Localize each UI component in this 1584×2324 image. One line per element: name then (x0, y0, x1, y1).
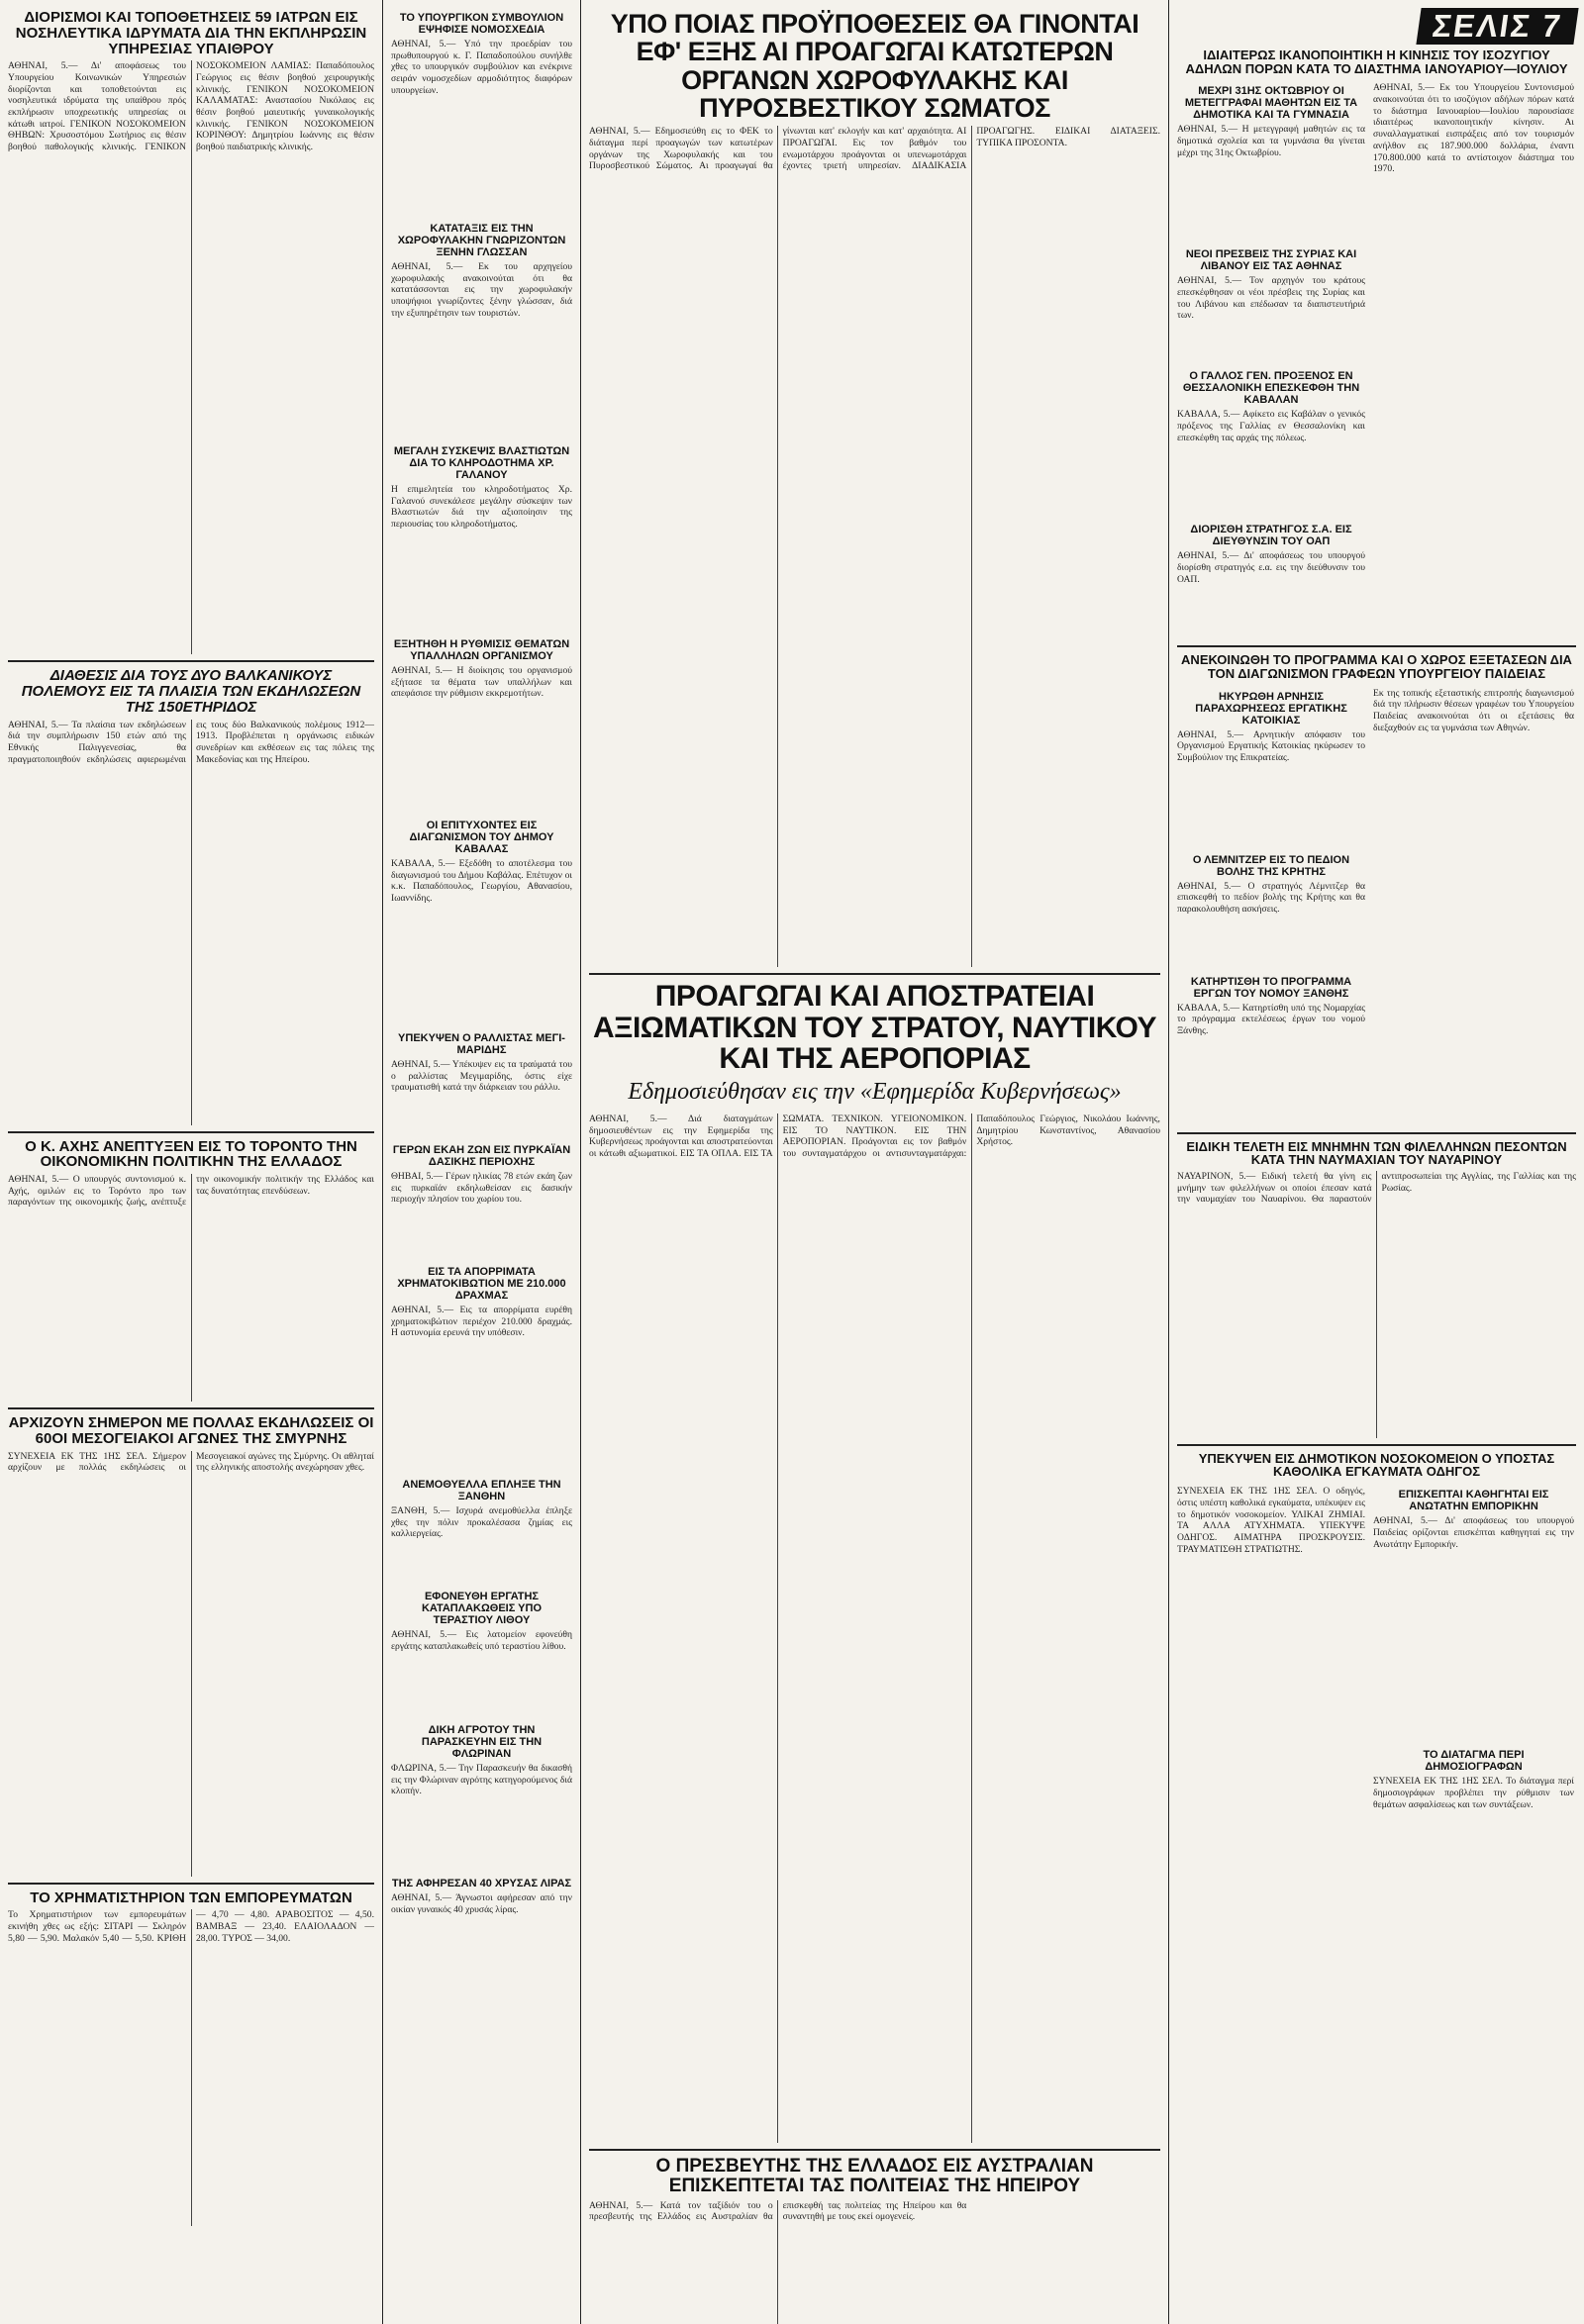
headline-rally-driver: ΥΠΕΚΥΨΕΝ Ο ΡΑΛΛΙΣΤΑΣ ΜΕΓΙ-ΜΑΡΙΔΗΣ (398, 1032, 565, 1056)
article-worker-killed: ΑΘΗΝΑΙ, 5.— Εις λατομείον εφονεύθη εργάτης καταπλακωθείς υπό τεραστίου λίθου. (391, 1629, 572, 1652)
headline-french-consul: Ο ΓΑΛΛΟΣ ΓΕΝ. ΠΡΟΞΕΝΟΣ ΕΝ ΘΕΣΣΑΛΟΝΙΚΗ ΕΠΕΣΚΕΦΘΗ ΤΗΝ ΚΑΒΑΛΑΝ (1182, 370, 1360, 407)
divider (1177, 645, 1576, 647)
headline-gold-pounds: ΤΗΣ ΑΦΗΡΕΣΑΝ 40 ΧΡΥΣΑΣ ΛΙΡΑΣ (391, 1878, 572, 1889)
divider (8, 1883, 374, 1885)
article-galanos: Η επιμελητεία του κληροδοτήματος Χρ. Γαλανού συνεκάλεσε μεγάλην σύσκεψιν των Βλαστιωτών διά την αξιοποίησιν της περιουσίας του κληροδοτήματος. (391, 484, 572, 531)
article-xanthi-projects: ΚΑΒΑΛΑ, 5.— Κατηρτίσθη υπό της Νομαρχίας το πρόγραμμα εκτελέσεως έργων του νομού Ξάνθης. (1177, 1002, 1365, 1036)
article-doctors: ΑΘΗΝΑΙ, 5.— Δι' αποφάσεως του Υπουργείου Κοινωνικών Υπηρεσιών διορίζονται και τοποθετούνται εις νοσηλευτικά ιδρύματα της υπαίθρου πρός εκπλήρωσιν υποχρεωτικής υπηρεσίας οι κάτωθι ιατροί. ΓΕΝΙΚΟΝ ΝΟΣΟΚΟΜΕΙΟΝ ΘΗΒΩΝ: Χρυσοστόμου Σωτήριος εις θέσιν βοηθού παθολογικής κλινικής. ΓΕΝΙΚΟΝ ΝΟΣΟΚΟΜΕΙΟΝ ΛΑΜΙΑΣ: Παπαδόπουλος Γεώργιος εις θέσιν βοηθού χειρουργικής κλινικής. ΓΕΝΙΚΟΝ ΝΟΣΟΚΟΜΕΙΟΝ ΚΑΛΑΜΑΤΑΣ: Αναστασίου Νικόλαος εις θέσιν βοηθού μαιευτικής γυναικολογικής κλινικής. ΓΕΝΙΚΟΝ ΝΟΣΟΚΟΜΕΙΟΝ ΚΟΡΙΝΘΟΥ: Δημητρίου Ιωάννης εις θέσιν βοηθού παιδιατρικής κλινικής. (8, 60, 374, 153)
center-column (581, 0, 1168, 2324)
headline-galanos: ΜΕΓΑΛΗ ΣΥΣΚΕΨΙΣ ΒΛΑΣΤΙΩΤΩΝ ΔΙΑ ΤΟ ΚΛΗΡΟΔΟΤΗΜΑ ΧΡ. ΓΑΛΑΝΟΥ (393, 445, 570, 481)
article-storm-xanthi: ΞΑΝΘΗ, 5.— Ισχυρά ανεμοθύελλα έπληξε χθες την πόλιν προκαλέσασα ζημίας εις καλλιεργείας. (391, 1505, 572, 1540)
article-balkan-wars: ΑΘΗΝΑΙ, 5.— Τα πλαίσια των εκδηλώσεων διά την συμπλήρωσιν 150 ετών από της Εθνικής Παλιγγενεσίας, θα πραγματοποιηθούν εκδηλώσεις αφιερωμέναι εις τους δύο Βαλκανικούς πολέμους 1912—1913. Προβλέπεται η οργάνωσις ειδικών συνεδρίων και εκθέσεων εις τας πόλεις της Μακεδονίας και της Ηπείρου. (8, 719, 374, 765)
article-invisible-balance: ΑΘΗΝΑΙ, 5.— Εκ του Υπουργείου Συντονισμού ανακοινούται ότι το ισοζύγιον αδήλων πόρων κατά το διάστημα Ιανουαρίου—Ιουλίου παρουσίασε ιδιαιτέρως ικανοποιητικήν κίνησιν. Αι συναλλαγματικαί εισπράξεις από τον τουρισμόν ανήλθον εις 187.900.000 δολλάρια, έναντι 170.800.000 κατά το αντίστοιχον διάστημα του 1970. (1373, 82, 1574, 175)
headline-forest-fire: ΓΕΡΩΝ ΕΚΑΗ ΖΩΝ ΕΙΣ ΠΥΡΚΑΪΑΝ ΔΑΣΙΚΗΣ ΠΕΡΙΟΧΗΣ (392, 1144, 571, 1168)
divider (8, 1407, 374, 1409)
article-rally-driver: ΑΘΗΝΑΙ, 5.— Υπέκυψεν εις τα τραύματά του ο ραλλίστας Μεγιμαρίδης, όστις είχε τραυματισθή κατά την διάρκειαν του ράλλυ. (391, 1059, 572, 1094)
headline-transfers: ΜΕΧΡΙ 31ΗΣ ΟΚΤΩΒΡΙΟΥ ΟΙ ΜΕΤΕΓΓΡΑΦΑΙ ΜΑΘΗΤΩΝ ΕΙΣ ΤΑ ΔΗΜΟΤΙΚΑ ΚΑΙ ΤΑ ΓΥΜΝΑΣΙΑ (1184, 85, 1358, 122)
article-forest-fire: ΘΗΒΑΙ, 5.— Γέρων ηλικίας 78 ετών εκάη ζων εις πυρκαϊάν εκδηλωθείσαν εις δασικήν περιοχήν πλησίον του χωρίου του. (391, 1171, 572, 1206)
subheadline-military-promotions: Εδημοσιεύθησαν εις την «Εφημερίδα Κυβερνήσεως» (628, 1078, 1122, 1105)
article-ambassador-australia: ΑΘΗΝΑΙ, 5.— Κατά τον ταξίδιόν του ο πρεσβευτής της Ελλάδος εις Αυστραλίαν θα επισκεφθή τας πολιτείας της Ηπείρου και θα συναντηθή με τους εκεί ομογενείς. (589, 2199, 967, 2223)
headline-florina-trial: ΔΙΚΗ ΑΓΡΟΤΟΥ ΤΗΝ ΠΑΡΑΣΚΕΥΗΝ ΕΙΣ ΤΗΝ ΦΛΩΡΙΝΑΝ (421, 1724, 543, 1760)
headline-cabinet: ΤΟ ΥΠΟΥΡΓΙΚΟΝ ΣΥΜΒΟΥΛΙΟΝ ΕΨΗΦΙΣΕ ΝΟΜΟΣΧΕΔΙΑ (399, 12, 564, 36)
headline-invisible-balance: ΙΔΙΑΙΤΕΡΩΣ ΙΚΑΝΟΠΟΙΗΤΙΚΗ Η ΚΙΝΗΣΙΣ ΤΟΥ ΙΣΟΖΥΓΙΟΥ ΑΔΗΛΩΝ ΠΟΡΩΝ ΚΑΤΑ ΤΟ ΔΙΑΣΤΗΜΑ ΙΑΝΟΥΑΡΙΟΥ—ΙΟΥΛΙΟΥ (1185, 48, 1568, 76)
headline-toronto: Ο Κ. ΑΧΗΣ ΑΝΕΠΤΥΞΕΝ ΕΙΣ ΤΟ ΤΟΡΟΝΤΟ ΤΗΝ ΟΙΚΟΝΟΜΙΚΗΝ ΠΟΛΙΤΙΚΗΝ ΤΗΣ ΕΛΛΑΔΟΣ (25, 1137, 357, 1171)
right-sub-left (1177, 79, 1365, 639)
article-promotions-gendarmerie: ΑΘΗΝΑΙ, 5.— Εδημοσιεύθη εις το ΦΕΚ το διάταγμα περί προαγωγών των κατωτέρων οργάνων της Χωροφυλακής και του Πυροσβεστικού Σώματος. Αι προαγωγαί θα γίνωνται κατ' εκλογήν και κατ' αρχαιότητα. ΑΙ ΠΡΟΑΓΩΓΑΙ. Εις τον βαθμόν του ενωμοτάρχου προάγονται οι υπενωμοτάρχαι έχοντες τριετή υπηρεσίαν. ΔΙΑΔΙΚΑΣΙΑ ΠΡΟΑΓΩΓΗΣ. ΕΙΔΙΚΑΙ ΔΙΑΤΑΞΕΙΣ. ΤΥΠΙΚΑ ΠΡΟΣΟΝΤΑ. (589, 126, 1160, 172)
right-sub-right (1373, 1483, 1574, 2082)
divider (8, 660, 374, 662)
article-cabinet: ΑΘΗΝΑΙ, 5.— Υπό την προεδρίαν του πρωθυπουργού κ. Γ. Παπαδοπούλου συνήλθε χθες το υπουργικόν συμβούλιον και ενέκρινε σειράν νομοσχεδίων αρμοδιότητος διαφόρων υπουργείων. (391, 39, 572, 96)
article-gold-pounds: ΑΘΗΝΑΙ, 5.— Άγνωστοι αφήρεσαν από την οικίαν γυναικός 40 χρυσάς λίρας. (391, 1892, 572, 1915)
article-smyrna-games: ΣΥΝΕΧΕΙΑ ΕΚ ΤΗΣ 1ΗΣ ΣΕΛ. Σήμερον αρχίζουν με πολλάς εκδηλώσεις οι Μεσογειακοί αγώνες της Σμύρνης. Οι αθληταί της ελληνικής αποστολής ανεχώρησαν χθες. (8, 1450, 374, 1474)
headline-xanthi-projects: ΚΑΤΗΡΤΙΣΘΗ ΤΟ ΠΡΟΓΡΑΜΜΑ ΕΡΓΩΝ ΤΟΥ ΝΟΜΟΥ ΞΑΝΘΗΣ (1190, 975, 1352, 1000)
headline-smyrna-games: ΑΡΧΙΖΟΥΝ ΣΗΜΕΡΟΝ ΜΕ ΠΟΛΛΑΣ ΕΚΔΗΛΩΣΕΙΣ ΟΙ 60ΟΙ ΜΕΣΟΓΕΙΑΚΟΙ ΑΓΩΝΕΣ ΤΗΣ ΣΜΥΡΝΗΣ (8, 1414, 374, 1447)
page-number-logo: ΣΕΛΙΣ 7 (1417, 8, 1579, 45)
headline-gendarmerie: ΚΑΤΑΤΑΞΙΣ ΕΙΣ ΤΗΝ ΧΩΡΟΦΥΛΑΚΗΝ ΓΝΩΡΙΖΟΝΤΩΝ ΞΕΝΗΝ ΓΛΩΣΣΑΝ (397, 223, 566, 258)
article-general-oap: ΑΘΗΝΑΙ, 5.— Δι' αποφάσεως του υπουργού διορίσθη στρατηγός ε.α. εις την διεύθυνσιν του ΟΑΠ. (1177, 550, 1365, 585)
divider (1177, 1444, 1576, 1446)
headline-promotions-gendarmerie: ΥΠΟ ΠΟΙΑΣ ΠΡΟΫΠΟΘΕΣΕΙΣ ΘΑ ΓΙΝΟΝΤΑΙ ΕΦ' ΕΞΗΣ ΑΙ ΠΡΟΑΓΩΓΑΙ ΚΑΤΩΤΕΡΩΝ ΟΡΓΑΝΩΝ ΧΩΡΟΦΥΛΑΚΗΣ ΚΑΙ ΠΥΡΟΣΒΕΣΤΙΚΟΥ ΣΩΜΑΤΟΣ (610, 9, 1139, 124)
headline-safe: ΕΙΣ ΤΑ ΑΠΟΡΡΙΜΑΤΑ ΧΡΗΜΑΤΟΚΙΒΩΤΙΟΝ ΜΕ 210.000 ΔΡΑΧΜΑΣ (397, 1266, 566, 1302)
article-florina-trial: ΦΛΩΡΙΝΑ, 5.— Την Παρασκευήν θα δικασθή εις την Φλώριναν αγρότης κατηγορούμενος διά κλοπήν. (391, 1763, 572, 1797)
headline-journalists-decree: ΤΟ ΔΙΑΤΑΓΜΑ ΠΕΡΙ ΔΗΜΟΣΙΟΓΡΑΦΩΝ (1423, 1749, 1525, 1774)
headline-visiting-professors: ΕΠΙΣΚΕΠΤΑΙ ΚΑΘΗΓΗΤΑΙ ΕΙΣ ΑΝΩΤΑΤΗΝ ΕΜΠΟΡΙΚΗΝ (1398, 1489, 1549, 1513)
headline-navarino: ΕΙΔΙΚΗ ΤΕΛΕΤΗ ΕΙΣ ΜΝΗΜΗΝ ΤΩΝ ΦΙΛΕΛΛΗΝΩΝ ΠΕΣΟΝΤΩΝ ΚΑΤΑ ΤΗΝ ΝΑΥΜΑΧΙΑΝ ΤΟΥ ΝΑΥΑΡΙΝΟΥ (1186, 1138, 1567, 1168)
article-military-promotions: ΑΘΗΝΑΙ, 5.— Διά διαταγμάτων δημοσιευθέντων εις την Εφημερίδα της Κυβερνήσεως προάγονται και αποστρατεύονται οι κάτωθι αξιωματικοί. ΕΙΣ ΤΑ ΟΠΛΑ. ΕΙΣ ΤΑ ΣΩΜΑΤΑ. ΤΕΧΝΙΚΟΝ. ΥΓΕΙΟΝΟΜΙΚΟΝ. ΕΙΣ ΤΟ ΝΑΥΤΙΚΟΝ. ΕΙΣ ΤΗΝ ΑΕΡΟΠΟΡΙΑΝ. Προάγονται εις τον βαθμόν του συνταγματάρχου οι αντισυνταγματάρχαι: Παπαδόπουλος Γεώργιος, Νικολάου Ιωάννης, Δημητρίου Κωνσταντίνος, Αθανασίου Χρήστος. (589, 1113, 1160, 1159)
headline-lemnitzer: Ο ΛΕΜΝΙΤΖΕΡ ΕΙΣ ΤΟ ΠΕΔΙΟΝ ΒΟΛΗΣ ΤΗΣ ΚΡΗΤΗΣ (1192, 853, 1350, 878)
article-driver-burns: ΣΥΝΕΧΕΙΑ ΕΚ ΤΗΣ 1ΗΣ ΣΕΛ. Ο οδηγός, όστις υπέστη καθολικά εγκαύματα, υπέκυψεν εις το δημοτικόν νοσοκομείον. ΥΛΙΚΑΙ ΖΗΜΙΑΙ. ΤΑ ΑΛΛΑ ΑΤΥΧΗΜΑΤΑ. ΥΠΕΚΥΨΕ ΟΔΗΓΟΣ. ΑΙΜΑΤΗΡΑ ΠΡΟΣΚΡΟΥΣΙΣ. ΤΡΑΥΜΑΤΙΣΘΗ ΣΤΡΑΤΙΩΤΗΣ. (1177, 1486, 1365, 1555)
headline-exam-program: ΑΝΕΚΟΙΝΩΘΗ ΤΟ ΠΡΟΓΡΑΜΜΑ ΚΑΙ Ο ΧΩΡΟΣ ΕΞΕΤΑΣΕΩΝ ΔΙΑ ΤΟΝ ΔΙΑΓΩΝΙΣΜΟΝ ΓΡΑΦΕΩΝ ΥΠΟΥΡΓΕΙΟΥ ΠΑΙΔΕΙΑΣ (1181, 652, 1572, 681)
article-toronto: ΑΘΗΝΑΙ, 5.— Ο υπουργός συντονισμού κ. Αχής, ομιλών εις το Τορόντο προ των παραγόντων της οικονομικής ζωής, ανέπτυξε την οικονομικήν πολιτικήν της Ελλάδος και τας δυνατότητας επενδύσεων. (8, 1174, 374, 1209)
headline-employees: ΕΞΗΤΗΘΗ Η ΡΥΘΜΙΣΙΣ ΘΕΜΑΤΩΝ ΥΠΑΛΛΗΛΩΝ ΟΡΓΑΝΙΣΜΟΥ (393, 638, 570, 662)
headline-worker-killed: ΕΦΟΝΕΥΘΗ ΕΡΓΑΤΗΣ ΚΑΤΑΠΛΑΚΩΘΕΙΣ ΥΠΟ ΤΕΡΑΣΤΙΟΥ ΛΙΘΟΥ (421, 1591, 543, 1626)
left-column (0, 0, 382, 2324)
divider (589, 2149, 1160, 2151)
article-lemnitzer: ΑΘΗΝΑΙ, 5.— Ο στρατηγός Λέμνιτζερ θα επισκεφθή το πεδίον βολής της Κρήτης και θα παρακολουθήση ασκήσεις. (1177, 880, 1365, 915)
right-sub-right (1373, 79, 1574, 639)
headline-storm-xanthi: ΑΝΕΜΟΘΥΕΛΛΑ ΕΠΛΗΞΕ ΤΗΝ ΞΑΝΘΗΝ (402, 1479, 561, 1502)
two-col-block (1177, 685, 1576, 1126)
masthead (1177, 8, 1576, 45)
headline-military-promotions: ΠΡΟΑΓΩΓΑΙ ΚΑΙ ΑΠΟΣΤΡΑΤΕΙΑΙ ΑΞΙΩΜΑΤΙΚΩΝ ΤΟΥ ΣΤΡΑΤΟΥ, ΝΑΥΤΙΚΟΥ ΚΑΙ ΤΗΣ ΑΕΡΟΠΟΡΙΑΣ (592, 980, 1157, 1076)
article-transfers: ΑΘΗΝΑΙ, 5.— Η μετεγγραφή μαθητών εις τα δημοτικά σχολεία και τα γυμνάσια θα γίνεται μέχρι της 31ης Οκτωβρίου. (1177, 124, 1365, 158)
article-commodities: Το Χρηματιστήριον των εμπορευμάτων εκινήθη χθες ως εξής: ΣΙΤΑΡΙ — Σκληρόν 5,80 — 5,90. Μαλακόν 5,40 — 5,50. ΚΡΙΘΗ — 4,70 — 4,80. ΑΡΑΒΟΣΙΤΟΣ — 4,50. ΒΑΜΒΑΞ — 23,40. ΕΛΑΙΟΛΑΔΟΝ — 28,00. ΤΥΡΟΣ — 34,00. (8, 1909, 374, 1944)
article-french-consul: ΚΑΒΑΛΑ, 5.— Αφίκετο εις Καβάλαν ο γενικός πρόξενος της Γαλλίας εν Θεσσαλονίκη και επεσκέφθη τας αρχάς της πόλεως. (1177, 409, 1365, 443)
two-col-block (1177, 1483, 1576, 2082)
headline-general-oap: ΔΙΟΡΙΣΘΗ ΣΤΡΑΤΗΓΟΣ Σ.Α. ΕΙΣ ΔΙΕΥΘΥΝΣΙΝ ΤΟΥ ΟΑΠ (1190, 524, 1352, 548)
right-sub-left (1177, 1483, 1365, 2082)
article-safe: ΑΘΗΝΑΙ, 5.— Εις τα απορρίματα ευρέθη χρηματοκιβώτιον περιέχον 210.000 δραχμάς. Η αστυνομία ερευνά την υπόθεσιν. (391, 1305, 572, 1339)
article-ambassadors: ΑΘΗΝΑΙ, 5.— Τον αρχηγόν του κράτους επεσκέφθησαν οι νέοι πρέσβεις της Συρίας και του Λιβάνου και επέδωσαν τα διαπιστευτήριά των. (1177, 275, 1365, 322)
article-kavala-exam: ΚΑΒΑΛΑ, 5.— Εξεδόθη το αποτέλεσμα του διαγωνισμού του Δήμου Καβάλας. Επέτυχον οι κ.κ. Παπαδόπουλος, Γεωργίου, Αθανασίου, Ιωαννίδης. (391, 858, 572, 905)
headline-commodities: ΤΟ ΧΡΗΜΑΤΙΣΤΗΡΙΟΝ ΤΩΝ ΕΜΠΟΡΕΥΜΑΤΩΝ (30, 1888, 352, 1906)
headline-ambassadors: ΝΕΟΙ ΠΡΕΣΒΕΙΣ ΤΗΣ ΣΥΡΙΑΣ ΚΑΙ ΛΙΒΑΝΟΥ ΕΙΣ ΤΑΣ ΑΘΗΝΑΣ (1185, 248, 1357, 273)
second-column (383, 0, 580, 2324)
article-navarino: ΝΑΥΑΡΙΝΟΝ, 5.— Ειδική τελετή θα γίνη εις μνήμην των φιλελλήνων οι οποίοι έπεσαν κατά την ναυμαχίαν του Ναυαρίνου. Θα παραστούν αντιπροσωπείαι της Αγγλίας, της Γαλλίας και της Ρωσίας. (1177, 1170, 1576, 1206)
divider (1177, 1132, 1576, 1134)
article-housing: ΑΘΗΝΑΙ, 5.— Αρνητικήν απόφασιν του Οργανισμού Εργατικής Κατοικίας ηκύρωσεν το Συμβούλιον της Επικρατείας. (1177, 728, 1365, 763)
article-gendarmerie: ΑΘΗΝΑΙ, 5.— Εκ του αρχηγείου χωροφυλακής ανακοινούται ότι θα κατατάσσονται εις την χωροφυλακήν υποψήφιοι γνωρίζοντες ξένην γλώσσαν, διά την εξυπηρέτησιν των τουριστών. (391, 261, 572, 319)
article-exam-program: Εκ της τοπικής εξεταστικής επιτροπής διαγωνισμού διά την πλήρωσιν θέσεων γραφέων του Υπουργείου Παιδείας ανακοινούται ότι οι εξετάσεις θα διεξαχθούν εις τα γυμνάσια των Αθηνών. (1373, 687, 1574, 733)
divider (589, 973, 1160, 975)
article-employees: ΑΘΗΝΑΙ, 5.— Η διοίκησις του οργανισμού εξήτασε τα θέματα των υπαλλήλων και απεφάσισε την ρύθμισιν εκκρεμοτήτων. (391, 665, 572, 700)
headline-kavala-exam: ΟΙ ΕΠΙΤΥΧΟΝΤΕΣ ΕΙΣ ΔΙΑΓΩΝΙΣΜΟΝ ΤΟΥ ΔΗΜΟΥ ΚΑΒΑΛΑΣ (409, 820, 554, 855)
right-column (1169, 0, 1584, 2324)
article-journalists-decree: ΣΥΝΕΧΕΙΑ ΕΚ ΤΗΣ 1ΗΣ ΣΕΛ. Το διάταγμα περί δημοσιογράφων προβλέπει την ρύθμισιν των θεμάτων ασφαλίσεως και των συντάξεων. (1373, 1776, 1574, 1810)
headline-housing: ΗΚΥΡΩΘΗ ΑΡΝΗΣΙΣ ΠΑΡΑΧΩΡΗΣΕΩΣ ΕΡΓΑΤΙΚΗΣ ΚΑΤΟΙΚΙΑΣ (1195, 690, 1347, 726)
headline-balkan-wars: ΔΙΑΘΕΣΙΣ ΔΙΑ ΤΟΥΣ ΔΥΟ ΒΑΛΚΑΝΙΚΟΥΣ ΠΟΛΕΜΟΥΣ ΕΙΣ ΤΑ ΠΛΑΙΣΙΑ ΤΩΝ ΕΚΔΗΛΩΣΕΩΝ ΤΗΣ 150ΕΤΗΡΙΔΟΣ (21, 667, 361, 716)
right-sub-left (1177, 685, 1365, 1126)
two-col-block (1177, 79, 1576, 639)
headline-doctors: ΔΙΟΡΙΣΜΟΙ ΚΑΙ ΤΟΠΟΘΕΤΗΣΕΙΣ 59 ΙΑΤΡΩΝ ΕΙΣ ΝΟΣΗΛΕΥΤΙΚΑ ΙΔΡΥΜΑΤΑ ΔΙΑ ΤΗΝ ΕΚΠΛΗΡΩΣΙΝ ΥΠΗΡΕΣΙΑΣ ΥΠΑΙΘΡΟΥ (15, 9, 367, 57)
headline-ambassador-australia: Ο ΠΡΕΣΒΕΥΤΗΣ ΤΗΣ ΕΛΛΑΔΟΣ ΕΙΣ ΑΥΣΤΡΑΛΙΑΝ ΕΠΙΣΚΕΠΤΕΤΑΙ ΤΑΣ ΠΟΛΙΤΕΙΑΣ ΤΗΣ ΗΠΕΙΡΟΥ (655, 2155, 1094, 2196)
divider (8, 1131, 374, 1133)
right-sub-right (1373, 685, 1574, 1126)
article-visiting-professors: ΑΘΗΝΑΙ, 5.— Δι' αποφάσεως του υπουργού Παιδείας ορίζονται επισκέπται καθηγηταί εις την Ανωτάτην Εμπορικήν. (1373, 1515, 1574, 1550)
headline-driver-burns: ΥΠΕΚΥΨΕΝ ΕΙΣ ΔΗΜΟΤΙΚΟΝ ΝΟΣΟΚΟΜΕΙΟΝ Ο ΥΠΟΣΤΑΣ ΚΑΘΟΛΙΚΑ ΕΓΚΑΥΜΑΤΑ ΟΔΗΓΟΣ (1198, 1450, 1555, 1480)
